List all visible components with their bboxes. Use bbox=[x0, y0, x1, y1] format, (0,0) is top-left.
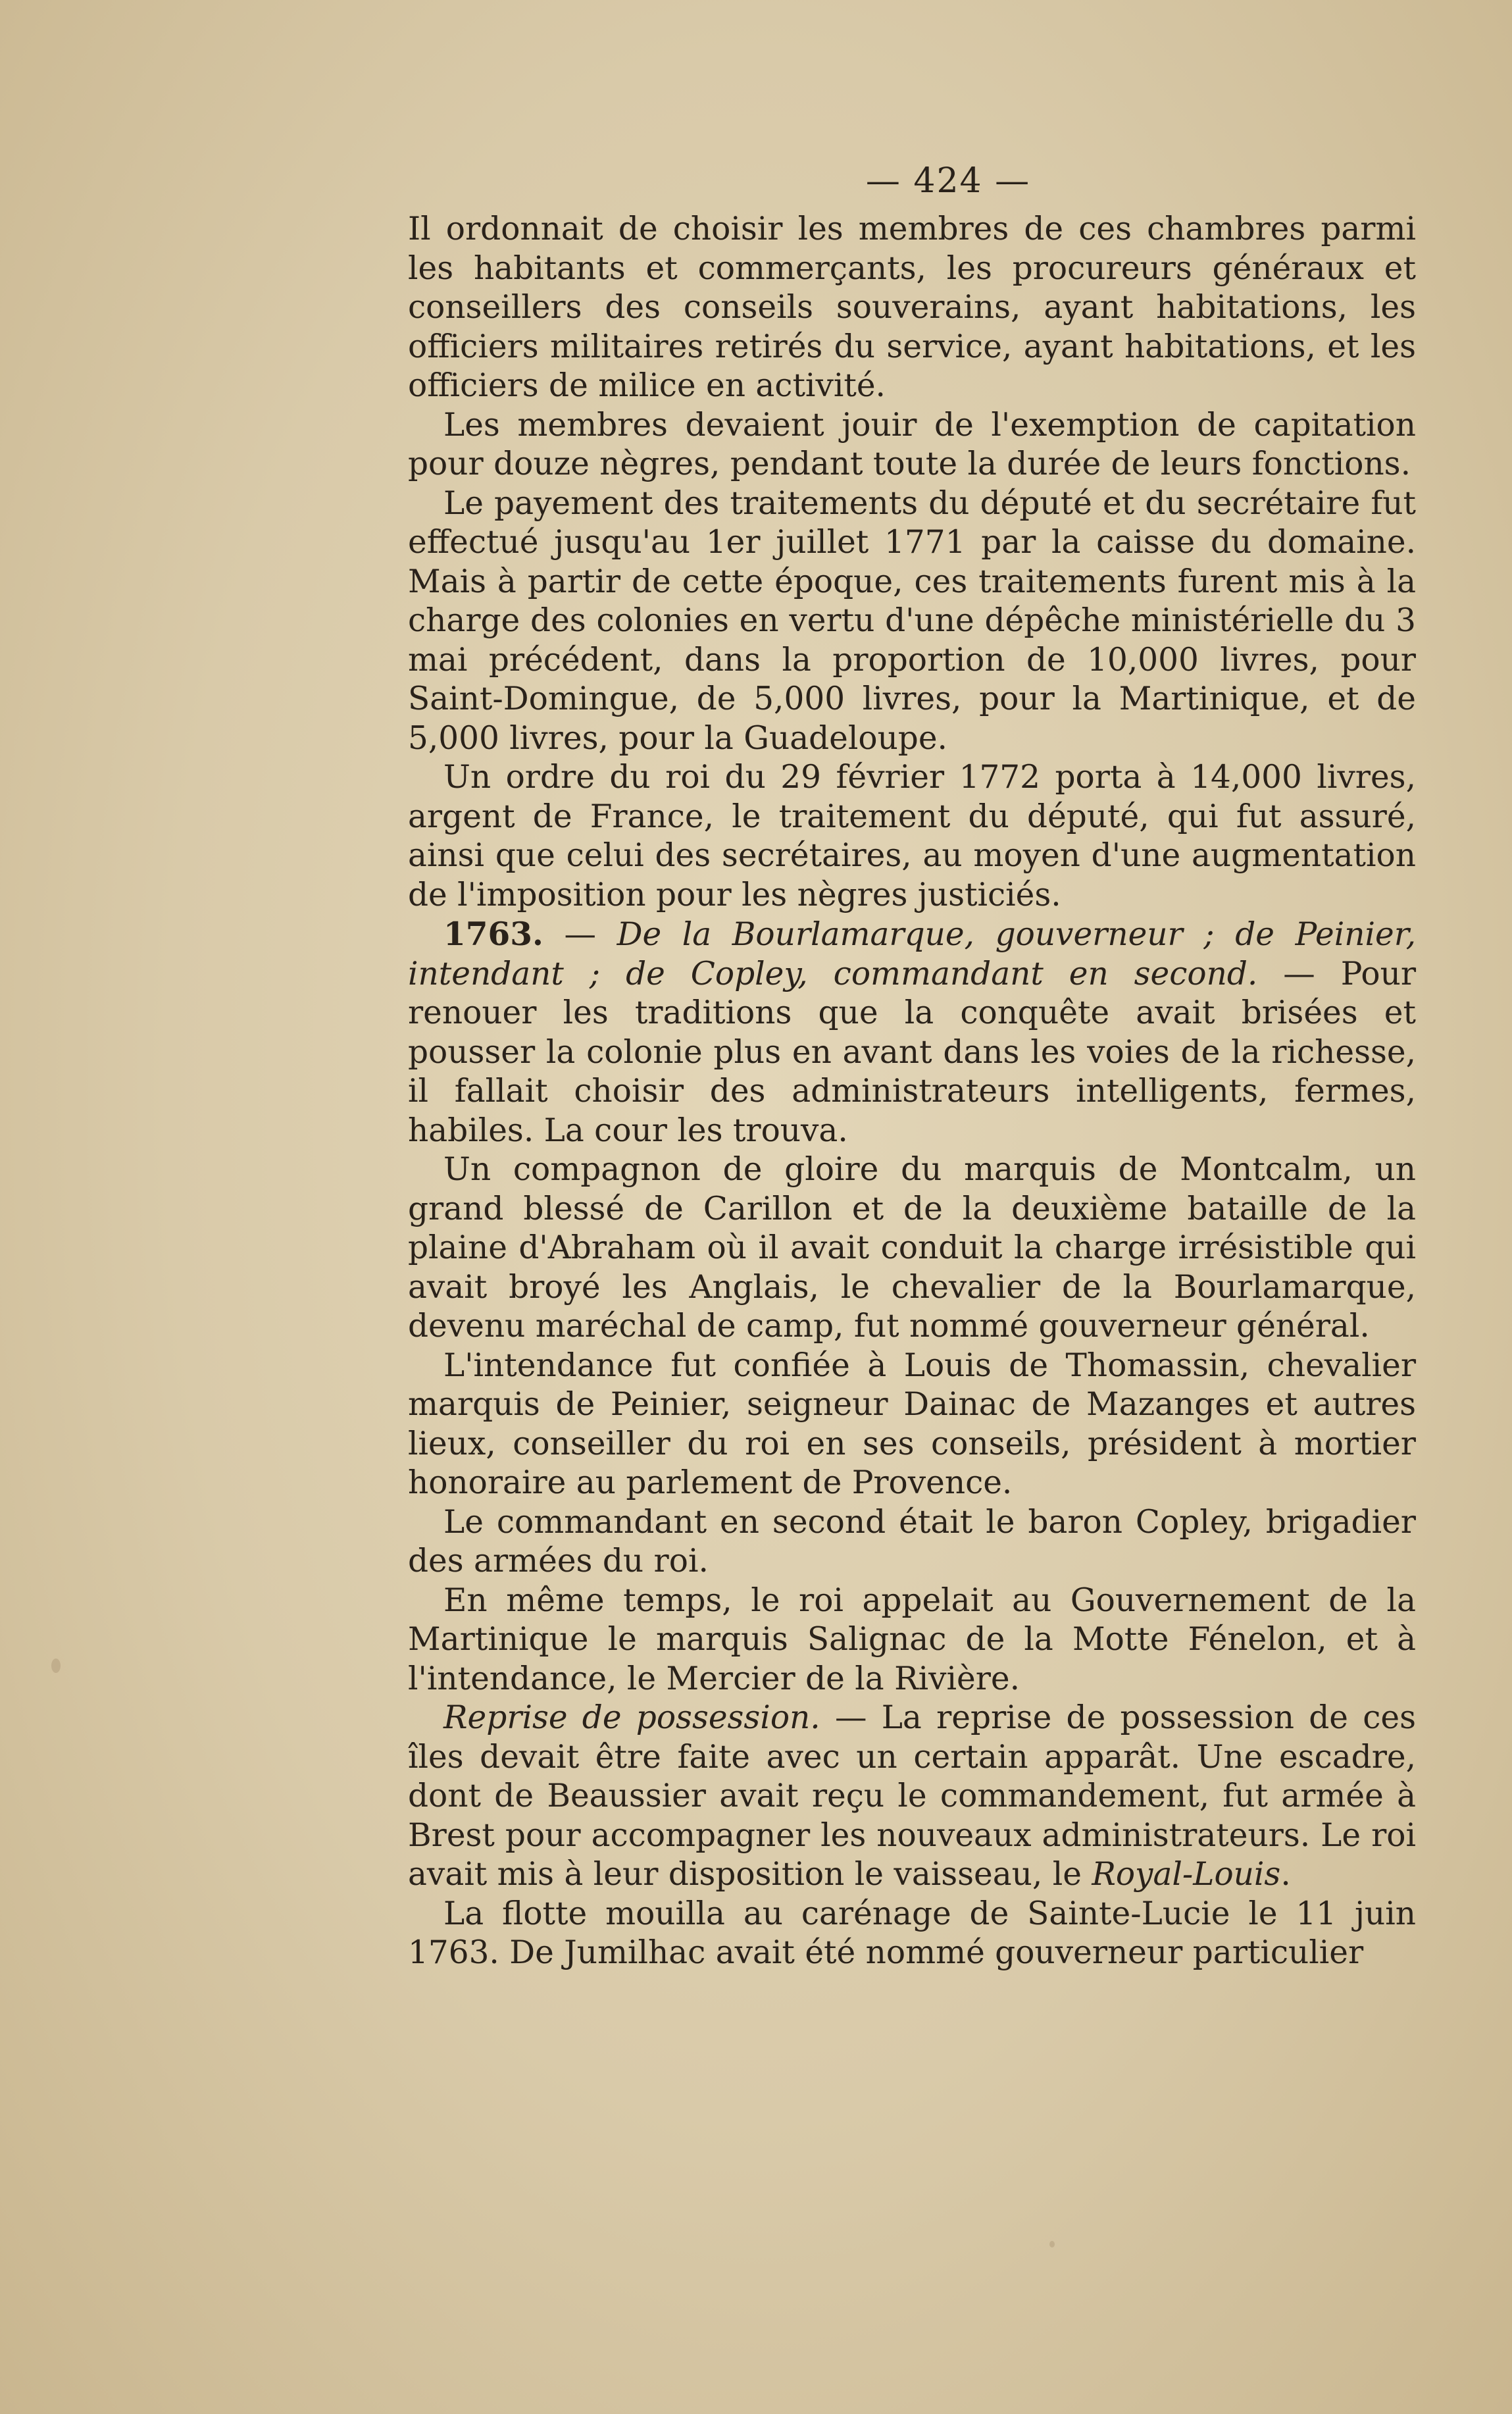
section-paragraph-1763 bbox=[408, 915, 1416, 1150]
paragraph: Les membres devaient jouir de l'exemption de capitation pour douze nègres, pendant toute la durée de leurs fonctions. bbox=[408, 406, 1416, 482]
paper-stain bbox=[1049, 2241, 1055, 2247]
paragraph: Le commandant en second était le baron Copley, brigadier des armées du roi. bbox=[408, 1503, 1416, 1579]
book-page bbox=[408, 161, 1416, 1973]
section-heading: De la Bourlamarque, gouverneur ; de Peinier, intendant ; de Copley, commandant en second. bbox=[408, 916, 1416, 992]
paragraph-text: — Pour renouer les traditions que la conquête avait brisées et pousser la colonie plus en avant dans les voies de la richesse, il fallait choisir des administrateurs intelligents, fermes, habiles. La cour les trouva. bbox=[408, 955, 1416, 1149]
paragraph: Un compagnon de gloire du marquis de Montcalm, un grand blessé de Carillon et de la deuxième bataille de la plaine d'Abraham où il avait conduit la charge irrésistible qui avait broyé les Anglais, le chevalier de la Bourlamarque, devenu maréchal de camp, fut nommé gouverneur général. bbox=[408, 1151, 1416, 1345]
section-year: 1763. bbox=[443, 915, 543, 953]
paragraph: La flotte mouilla au carénage de Sainte-Lucie le 11 juin 1763. De Jumilhac avait été nommé gouverneur particulier bbox=[408, 1895, 1416, 1971]
paragraph: En même temps, le roi appelait au Gouvernement de la Martinique le marquis Salignac de la Motte Fénelon, et à l'intendance, le Mercier de la Rivière. bbox=[408, 1581, 1416, 1697]
paragraph: Le payement des traitements du député et du secrétaire fut effectué jusqu'au 1er juillet 1771 par la caisse du domaine. Mais à partir de cette époque, ces traitements furent mis à la charge des colonies en vertu d'une dépêche ministérielle du 3 mai précédent, dans la proportion de 10,000 livres, pour Saint-Domingue, de 5,000 livres, pour la Martinique, et de 5,000 livres, pour la Guadeloupe. bbox=[408, 484, 1416, 757]
paragraph: Un ordre du roi du 29 février 1772 porta à 14,000 livres, argent de France, le traitement du député, qui fut assuré, ainsi que celui des secrétaires, au moyen d'une augmentation de l'imposition pour les nègres justiciés. bbox=[408, 759, 1416, 913]
paragraph-text-end: . bbox=[1280, 1856, 1291, 1893]
separator: — bbox=[543, 916, 617, 953]
subsection-heading: Reprise de possession. bbox=[443, 1699, 820, 1736]
section-paragraph-reprise bbox=[408, 1699, 1416, 1895]
page-number: — 424 — bbox=[865, 161, 1031, 201]
paragraph: Il ordonnait de choisir les membres de ces chambres parmi les habitants et commerçants, les procureurs généraux et conseillers des conseils souverains, ayant habitations, les officiers militaires retirés du service, ayant habitations, et les officiers de milice en activité. bbox=[408, 211, 1416, 404]
ship-name: Royal-Louis bbox=[1092, 1856, 1281, 1893]
paper-stain bbox=[51, 1658, 61, 1673]
paragraph: L'intendance fut confiée à Louis de Thomassin, chevalier marquis de Peinier, seigneur Dainac de Mazanges et autres lieux, conseiller du roi en ses conseils, président à mortier honoraire au parlement de Provence. bbox=[408, 1347, 1416, 1501]
paragraph-text: — La reprise de possession de ces îles devait être faite avec un certain apparât. Une escadre, dont de Beaussier avait reçu le commandement, fut armée à Brest pour accompagner les nouveaux administrateurs. Le roi avait mis à leur disposition le vaisseau, le bbox=[408, 1699, 1416, 1893]
